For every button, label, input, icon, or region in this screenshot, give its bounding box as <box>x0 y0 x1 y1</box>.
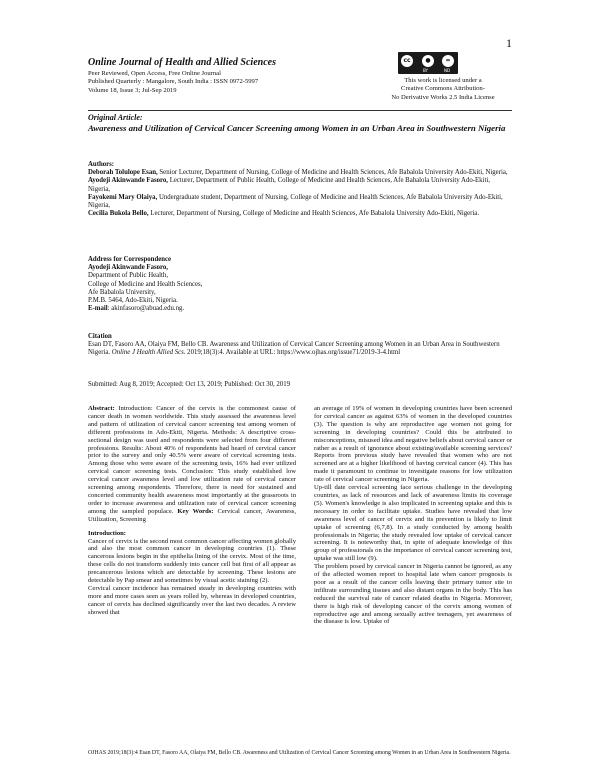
introduction-paragraph: Cancer of cervix is the second most common cancer affecting women globally and also the most common cancer in developing countries (1). These cancerous lesions begin in the epithelia lining of the cervix. Most of the time, these cells do not transform suddenly into cancer cell but first of all appear as precancerous lesions which are detectable by screening. These lesions are detectable by Pap smear and sometimes by visual acetic staining (2). <box>88 537 296 585</box>
article-title: Awareness and Utilization of Cervical Cancer Screening among Women in an Urban Area in Southwestern Nigeria <box>88 123 506 133</box>
citation-url[interactable]: 2019;18(3):4. Available at URL: https://www.ojhas.org/issue71/2019-3-4.html <box>185 349 401 357</box>
body-paragraph: Up-till date cervical screening face serious challenge in the developing countries, as lack of resources and lack of awareness limits its coverage (5). Women's knowledge is also implicated in screening uptake and this is necessary in order to facilitate uptake. Studies have revealed that low awareness level of cancer of cervix and its prevention is likely to limit uptake of screening (6,7,8). In a study conducted by among health professionals in Nigeria; the study revealed low uptake of cervical cancer screening. It is noteworthy that, in spite of adequate knowledge of this group of professionals on the importance of cervical cancer screening test, uptake was still low (9). <box>314 484 512 563</box>
journal-meta-line: Volume 18, Issue 3; Jul-Sep 2019 <box>88 86 177 94</box>
citation-text <box>88 341 512 357</box>
right-column <box>314 405 512 626</box>
journal-meta <box>88 70 258 95</box>
journal-meta-line: Published Quarterly : Mangalore, South India : ISSN 0972-5997 <box>88 78 259 86</box>
left-column <box>88 405 296 617</box>
author-affiliation: Senior Lecturer, Department of Nursing, College of Medicine and Health Sciences, Afe Babalola University Ado-Ekiti, Nigeria, <box>157 169 508 177</box>
abstract-text: Introduction: Cancer of the cervix is the commonest cause of cancer death in women worldwide. This study assessed the awareness level and pattern of utilization of cervical cancer screening test among women of different professions in Ado-Ekiti, Nigeria. Methods: A descriptive cross-sectional design was used and respondents were selected from four different professions. Results: About 40% of respondents had heard of cervical cancer prior to the survey and only 40.5% were aware of cervical screening tests. Among those who were aware of the screening tests, 16% had ever utilized cervical cancer screening tests. Conclusion: This study established low cervical cancer awareness level and low utilization rate of cervical cancer screening among respondents. Therefore, there is need for sustained and concerted community health awareness most importantly at the grassroots in order to increase awareness and utilization rate of cervical cancer screening among the sampled populace. <box>88 405 296 515</box>
body-paragraph: The problem posed by cervical cancer in Nigeria cannot be ignored, as any of the affected women report to hospital late when cancer prognosis is poor as a result of the cancer cells leaving their primary tumor site to infiltrate surrounding tissues and also distant organs in the body. This has reduced the survival rate of cancer related deaths in Nigeria. Moreover, there is high risk of developing cancer of the cervix among women of reproductive age and among sexually active teenagers, yet awareness of the disease is low. Uptake of <box>314 563 512 626</box>
author-affiliation: Lecturer, Department of Nursing, College of Medicine and Health Sciences, Afe Babalola University Ado-Ekiti, Nigeria. <box>148 210 480 218</box>
nd-label: ND <box>444 68 451 73</box>
author-affiliation: Undergraduate student, Department of Nursing, College of Medicine and Health Sciences, Afe Babalola University Ado-Ekiti, Nigeria, <box>88 193 503 210</box>
license-line: No Derivative Works 2.5 India License <box>391 93 495 101</box>
correspondence-name: Ayodeji Akinwande Fasoro, <box>88 264 168 272</box>
cc-icon: cc <box>401 55 413 67</box>
abstract-label: Abstract: <box>88 405 115 412</box>
license-line: Creative Commons Attribution- <box>401 85 485 93</box>
email-address[interactable]: : akinfasoro@abuad.edu.ng. <box>107 305 185 313</box>
creative-commons-logo <box>398 52 458 74</box>
license-line: This work is licensed under a <box>404 77 482 84</box>
by-label: BY <box>423 68 428 73</box>
correspondence-line: P.M.B. 5464, Ado-Ekiti, Nigeria. <box>88 297 178 305</box>
introduction-paragraph: Cervical cancer incidence has remained steady in developing countries with more and more cases seen as years rolled by, whereas in developed countries, cancer of cervix has declined significantly over the last two decades. A review showed that <box>88 584 296 616</box>
correspondence-heading: Address for Correspondence <box>88 256 172 263</box>
author-entry <box>88 210 512 218</box>
correspondence-line: Department of Public Health, <box>88 272 169 280</box>
author-affiliation: Lecturer, Department of Public Health, College of Medicine and Health Sciences, Afe Babalola University Ado-Ekiti, Nigeria, <box>88 177 490 193</box>
license-text <box>370 77 516 102</box>
correspondence-section <box>88 256 512 313</box>
author-name: Cecilia Bukola Bello, <box>88 210 149 218</box>
email-label: E-mail <box>88 305 108 313</box>
abstract <box>88 405 296 524</box>
citation-heading: Citation <box>88 333 112 340</box>
author-entry <box>88 194 512 210</box>
no-derivatives-icon: = <box>442 55 454 67</box>
author-name: Fayokemi Mary Olaiya, <box>88 193 158 201</box>
page-footer: OJHAS 2019;18(3):4 Esan DT, Fasoro AA, Olaiya FM, Bello CB. Awareness and Utilization of Cervical Cancer Screening among Women in an Urban Area in Southwestern Nigeria. <box>88 750 511 756</box>
citation-journal: Online J Health Allied Scs. <box>111 349 186 357</box>
authors-heading: Authors: <box>88 161 115 168</box>
keywords-text: Cervical cancer, Awareness, Utilization, Screening <box>88 507 296 523</box>
header-divider <box>88 110 512 111</box>
author-entry <box>88 169 512 177</box>
keywords-label: Key Words: <box>177 507 214 515</box>
author-name: Deborah Tolulope Esan, <box>88 169 158 177</box>
correspondence-line: Afe Babalola University, <box>88 288 156 296</box>
authors-section <box>88 161 512 218</box>
article-type: Original Article: <box>88 113 143 122</box>
introduction-heading: Introduction: <box>88 529 126 537</box>
correspondence-line: College of Medicine and Health Sciences, <box>88 280 203 288</box>
by-attribution-icon: ● <box>422 55 434 67</box>
author-entry <box>88 177 512 193</box>
body-paragraph: an average of 19% of women in developing countries have been screened for cervical cancer as against 63% of women in the developed countries (3). The question is why are reproductive age women not going for screening in developing countries? Could this be attributed to misconceptions, misused idea and negative beliefs about cervical cancer or rather as a result of ignorance about existing/available screening services? Reports from previous study have revealed that women who are not screened are at a higher likelihood of having cervical cancer (4). This has made it paramount to continue to investigate reasons for low utilization rate of cervical cancer screening in Nigeria. <box>314 405 512 484</box>
journal-meta-line: Peer Reviewed, Open Access, Free Online Journal <box>88 70 221 77</box>
correspondence-email <box>88 305 512 313</box>
page-number: 1 <box>506 36 512 50</box>
journal-name: Online Journal of Health and Allied Sciences <box>88 57 276 68</box>
article-dates: Submitted: Aug 8, 2019; Accepted: Oct 13, 2019; Published: Oct 30, 2019 <box>88 381 291 388</box>
citation-authors-title: Esan DT, Fasoro AA, Olaiya FM, Bello CB. Awareness and Utilization of Cervical Cancer Screening among Women in an Urban Area in Southwestern Nigeria. <box>88 341 500 357</box>
author-name: Ayodeji Akinwande Fasoro, <box>88 177 168 185</box>
citation-section <box>88 333 512 358</box>
